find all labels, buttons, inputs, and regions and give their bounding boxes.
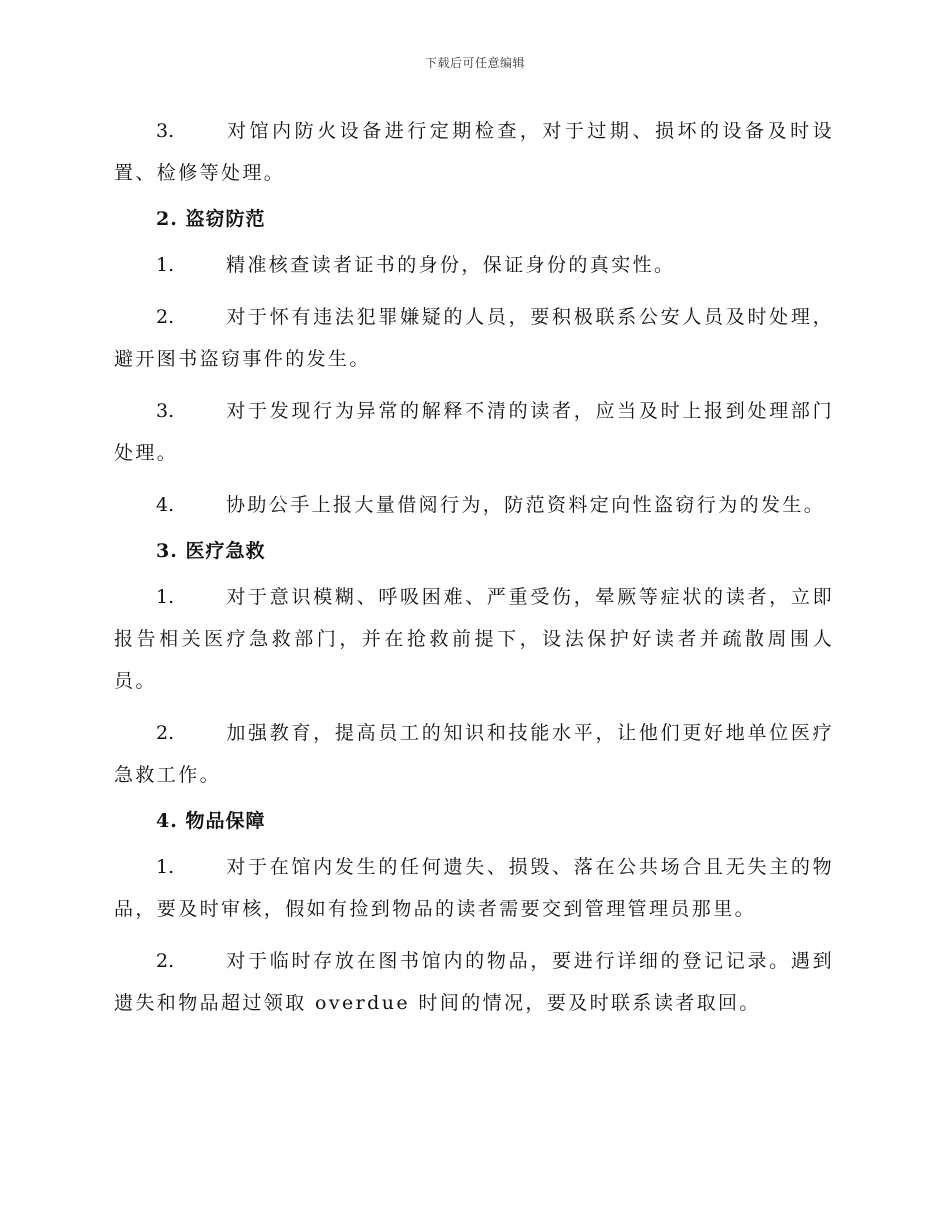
item-text: 对于怀有违法犯罪嫌疑的人员，要积极联系公安人员及时处理，避开图书盗窃事件的发生。	[114, 306, 834, 370]
item-text: 加强教育，提高员工的知识和技能水平，让他们更好地单位医疗急救工作。	[114, 722, 834, 786]
item-text: 精准核查读者证书的身份，保证身份的真实性。	[226, 254, 676, 276]
item-text: 对于临时存放在图书馆内的物品，要进行详细的登记记录。遇到遗失和物品超过领取 overdue 时间的情况，要及时联系读者取回。	[114, 950, 834, 1014]
section-title-theft: 2. 盗窃防范	[156, 208, 266, 230]
item-number: 1.	[156, 856, 175, 878]
item-text: 对馆内防火设备进行定期检查，对于过期、损坏的设备及时设置、检修等处理。	[114, 120, 834, 184]
item-text: 对于发现行为异常的解释不清的读者，应当及时上报到处理部门处理。	[114, 400, 834, 464]
item-text: 对于意识模糊、呼吸困难、严重受伤，晕厥等症状的读者，立即报告相关医疗急救部门，并在抢救前提下，设法保护好读者并疏散周围人员。	[114, 586, 834, 692]
list-item	[114, 576, 834, 702]
section-heading	[114, 202, 834, 236]
section-heading	[114, 534, 834, 568]
item-number: 2.	[156, 306, 175, 328]
list-item	[114, 940, 834, 1024]
list-item	[114, 846, 834, 930]
item-text: 协助公手上报大量借阅行为，防范资料定向性盗窃行为的发生。	[226, 494, 826, 516]
item-number: 2.	[156, 950, 175, 972]
item-number: 1.	[156, 586, 175, 608]
list-item	[114, 484, 834, 526]
list-item	[114, 244, 834, 286]
item-number: 3.	[156, 400, 175, 422]
section-heading	[114, 804, 834, 838]
item-number: 3.	[156, 120, 175, 142]
item-number: 1.	[156, 254, 175, 276]
list-item	[114, 712, 834, 796]
section-title-first-aid: 3. 医疗急救	[156, 540, 266, 562]
item-number: 4.	[156, 494, 175, 516]
item-text: 对于在馆内发生的任何遗失、损毁、落在公共场合且无失主的物品，要及时审核，假如有捡到物品的读者需要交到管理管理员那里。	[114, 856, 834, 920]
document-body	[114, 110, 834, 1034]
page-header: 下载后可任意编辑	[424, 56, 525, 70]
item-number: 2.	[156, 722, 175, 744]
list-item	[114, 110, 834, 194]
list-item	[114, 296, 834, 380]
section-title-property: 4. 物品保障	[156, 810, 266, 832]
list-item	[114, 390, 834, 474]
